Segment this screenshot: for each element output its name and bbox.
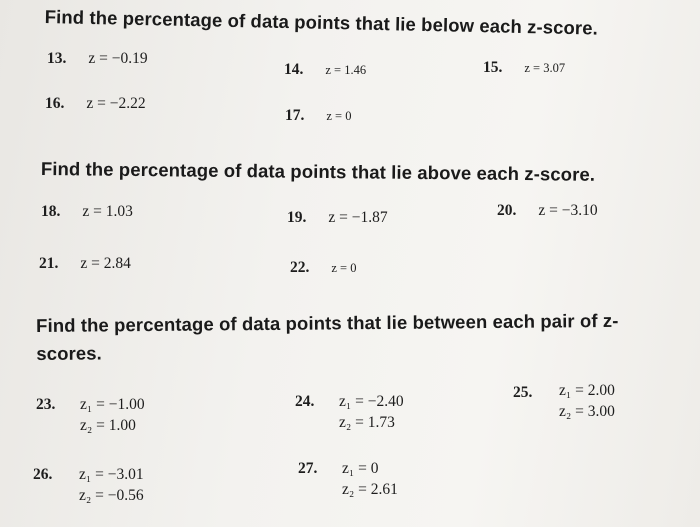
problem-number: 15.	[483, 59, 503, 76]
z1-value: z₁ = −3.01	[79, 466, 144, 483]
section-heading-between: Find the percentage of data points that lie between each pair of z-scores.	[36, 309, 619, 364]
problem-number: 19.	[287, 209, 307, 226]
problem-20	[497, 201, 598, 220]
problem-24	[295, 391, 404, 433]
z2-value: z₂ = 2.61	[342, 481, 398, 498]
problem-number: 21.	[39, 255, 59, 272]
problem-number: 17.	[285, 107, 305, 124]
problem-18	[41, 202, 133, 221]
problem-number: 13.	[47, 50, 67, 67]
z-score: z = 1.46	[325, 63, 367, 77]
problem-15	[483, 58, 565, 77]
section-heading-above: Find the percentage of data points that lie above each z-score.	[40, 158, 596, 185]
problem-19	[287, 208, 388, 227]
z1-value: z₁ = −2.40	[339, 393, 404, 410]
problem-22	[290, 258, 356, 277]
z1-value: z₁ = 0	[342, 460, 379, 477]
z1-value: z₁ = 2.00	[559, 382, 615, 399]
problem-number: 26.	[33, 466, 53, 483]
z-score: z = 2.84	[80, 255, 131, 272]
problem-number: 24.	[295, 393, 315, 410]
z1-value: z₁ = −1.00	[80, 396, 145, 413]
z-score: z = 3.07	[524, 61, 566, 75]
z-score: z = −3.10	[538, 202, 598, 219]
problem-number: 18.	[41, 203, 61, 220]
problem-13	[47, 49, 148, 68]
z2-value: z₂ = 1.00	[80, 417, 136, 434]
problem-27	[298, 458, 398, 500]
z-score: z = 0	[326, 109, 352, 123]
z2-value: z₂ = 1.73	[339, 414, 395, 431]
problem-number: 22.	[290, 259, 310, 276]
z-score: z = −2.22	[86, 95, 146, 112]
problem-17	[285, 106, 351, 125]
z-score: z = −1.87	[328, 209, 388, 226]
problem-14	[284, 60, 366, 79]
problem-25	[513, 380, 615, 422]
problem-number: 14.	[284, 61, 304, 78]
z-score: z = 1.03	[82, 203, 133, 220]
z-score: z = −0.19	[88, 50, 148, 67]
problem-23	[36, 394, 145, 436]
section-heading-below: Find the percentage of data points that lie below each z-score.	[44, 6, 599, 39]
z2-value: z₂ = −0.56	[79, 487, 144, 504]
problem-21	[39, 254, 131, 273]
problem-26	[33, 464, 144, 506]
problem-number: 16.	[45, 95, 65, 112]
problem-number: 23.	[36, 396, 56, 413]
z2-value: z₂ = 3.00	[559, 403, 615, 420]
problem-number: 20.	[497, 202, 517, 219]
problem-16	[45, 94, 146, 113]
z-score: z = 0	[331, 261, 357, 275]
problem-number: 25.	[513, 384, 533, 401]
problem-number: 27.	[298, 460, 318, 477]
